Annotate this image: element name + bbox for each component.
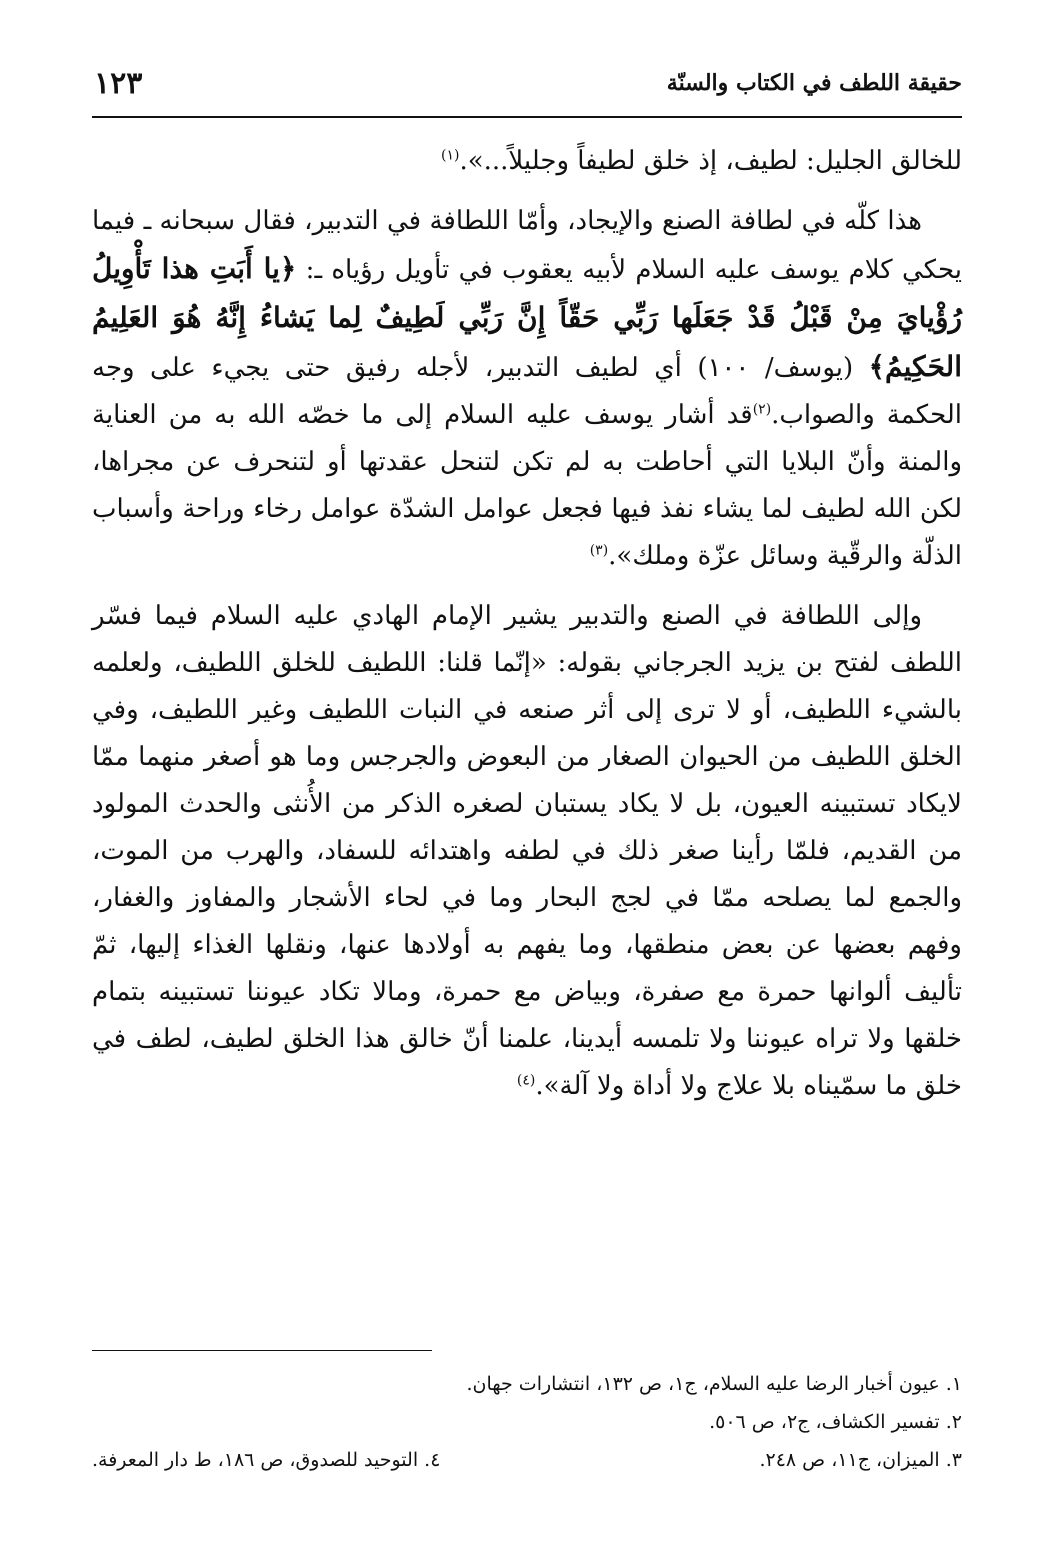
paragraph-1 [92,138,962,185]
footnote-rule [92,1350,432,1351]
paragraph-2-part-2: (يوسف/ ١٠٠) أي لطيف التدبير، لأجله رفيق حتى يجيء على وجه الحكمة والصواب. [92,353,963,430]
footnotes [92,1350,962,1479]
book-page [92,60,962,1500]
quran-verse: ﴿يا أَبَتِ هذا تَأْوِيلُ رُؤْيايَ مِنْ قَبْلُ قَدْ جَعَلَها رَبِّي حَقّاً إِنَّ رَبِّي لَطِيفٌ لِما يَشاءُ إِنَّهُ هُوَ العَلِيمُ الحَكِيمُ﴾ [92,252,962,383]
footnote-row [92,1441,962,1479]
paragraph-2 [92,198,962,580]
body-text [92,138,962,1123]
paragraph-3-text: وإلى اللطافة في الصنع والتدبير يشير الإمام الهادي عليه السلام فيما فسّر اللطف لفتح بن يزيد الجرجاني بقوله: «إنّما قلنا: اللطيف للخلق اللطيف، ولعلمه بالشيء اللطيف، أو لا ترى إلى أثر صنعه في النبات اللطيف وغير اللطيف، وفي الخلق اللطيف من الحيوان الصغار من البعوض والجرجس وما هو أصغر منهما ممّا لايكاد تستبينه العيون، بل لا يكاد يستبان لصغره الذكر من الأُنثى والحدث المولود من القديم، فلمّا رأينا صغر ذلك في لطفه واهتدائه للسفاد، والهرب من الموت، والجمع لما يصلحه ممّا في لجج البحار وما في لحاء الأشجار والمفاوز والغفار، وفهم بعضها عن بعض منطقها، وما يفهم به أولادها عنها، ونقلها الغذاء إليها، ثمّ تأليف ألوانها حمرة مع صفرة، وبياض مع حمرة، ومالا تكاد عيوننا تستبينه بتمام خلقها ولا تراه عيوننا ولا تلمسه أيدينا، علمنا أنّ خالق هذا الخلق لطيف، لطف في خلق ما سمّيناه بلا علاج ولا أداة ولا آلة». [92,601,962,1101]
footnote-1: ١. عيون أخبار الرضا عليه السلام، ج١، ص ١٣٢، انتشارات جهان. [466,1373,962,1395]
paragraph-1-text: للخالق الجليل: لطيف، إذ خلق لطيفاً وجليلاً...». [459,146,962,176]
paragraph-2-part-3: قد أشار يوسف عليه السلام إلى ما خصّه الله به من العناية والمنة وأنّ البلايا التي أحاطت به لم تكن لتنحل عقدتها أو لتنحرف عن مجراها، لكن الله لطيف لما يشاء نفذ فيها فجعل عوامل الشدّة عوامل رخاء وراحة وأسباب الذلّة والرقّية وسائل عزّة وملك». [92,400,962,571]
footnote-ref-4: (٤) [516,1072,536,1089]
footnote-ref-3: (٣) [589,542,609,559]
paragraph-2-part-1: هذا كلّه في لطافة الصنع والإيجاد، وأمّا اللطافة في التدبير، فقال سبحانه ـ فيما يحكي كلام يوسف عليه السلام لأبيه يعقوب في تأويل رؤياه ـ: [92,206,962,285]
running-title: حقيقة اللطف في الكتاب والسنّة [666,70,962,96]
footnote-2: ٢. تفسير الكشاف، ج٢، ص ٥٠٦. [709,1411,962,1433]
footnote-4: ٤. التوحيد للصدوق، ص ١٨٦، ط دار المعرفة. [92,1449,441,1471]
header-rule [92,116,962,118]
paragraph-3 [92,593,962,1110]
page-header [92,60,962,110]
page-number: ١٢٣ [94,66,143,101]
footnote-ref-2: (٢) [752,401,772,418]
footnote-3: ٣. الميزان، ج١١، ص ٢٤٨. [759,1449,962,1471]
footnote-ref-1: (١) [440,147,460,164]
